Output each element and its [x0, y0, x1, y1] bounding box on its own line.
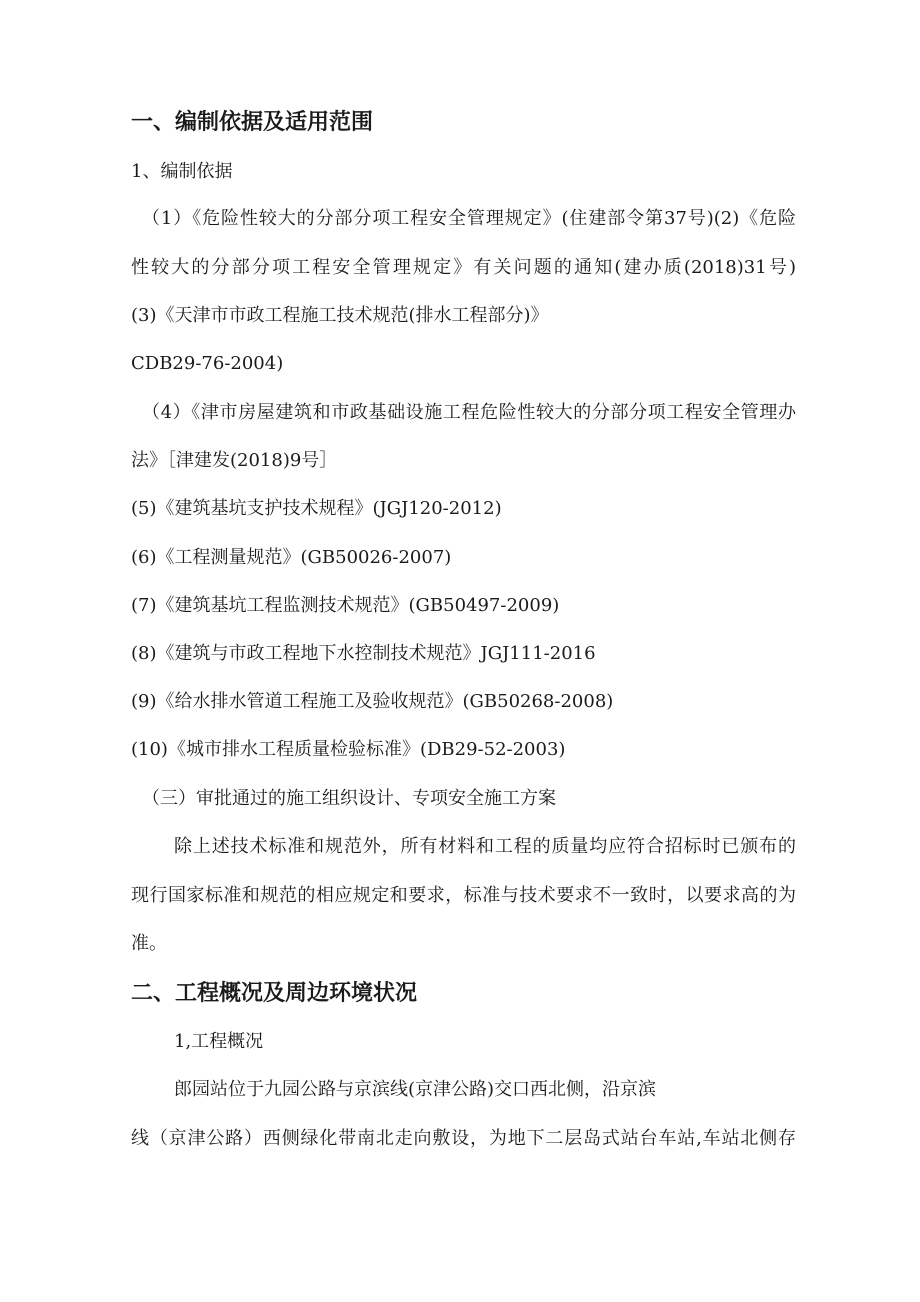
ref-line-3: (3)《天津市市政工程施工技术规范(排水工程部分)》	[131, 305, 549, 326]
ref-line-7: (5)《建筑基坑支护技术规程》(JGJ120-2012)	[131, 498, 502, 519]
ref-line-6: 法》［津建发(2018)9号］	[131, 450, 338, 471]
section-heading-2: 二、工程概况及周边环境状况	[131, 980, 418, 1006]
ref-line-5: （4）《津市房屋建筑和市政基础设施工程危险性较大的分部分项工程安全管理办	[142, 402, 796, 423]
paragraph-line-2: 现行国家标准和规范的相应规定和要求，标准与技术要求不一致时，以要求高的为	[131, 885, 796, 906]
subheading-basis: 1、编制依据	[131, 161, 233, 182]
overview-line-2: 线（京津公路）西侧绿化带南北走向敷设，为地下二层岛式站台车站,车站北侧存	[131, 1128, 796, 1149]
ref-line-4: CDB29-76-2004)	[131, 353, 284, 374]
paragraph-line-3: 准。	[131, 933, 167, 954]
section-heading-1: 一、编制依据及适用范围	[131, 109, 374, 135]
paragraph-line-1: 除上述技术标准和规范外，所有材料和工程的质量均应符合招标时已颁布的	[174, 836, 796, 857]
ref-line-9: (7)《建筑基坑工程监测技术规范》(GB50497-2009)	[131, 595, 560, 616]
ref-line-13: （三）审批通过的施工组织设计、专项安全施工方案	[142, 788, 556, 809]
ref-line-1: （1）《危险性较大的分部分项工程安全管理规定》(住建部令第37号)(2)《危险	[142, 208, 796, 229]
ref-line-12: (10)《城市排水工程质量检验标准》(DB29-52-2003)	[131, 739, 566, 760]
overview-line-1: 郎园站位于九园公路与京滨线(京津公路)交口西北侧，沿京滨	[174, 1079, 657, 1100]
ref-line-11: (9)《给水排水管道工程施工及验收规范》(GB50268-2008)	[131, 691, 614, 712]
subheading-overview: 1,工程概况	[174, 1031, 264, 1052]
ref-line-10: (8)《建筑与市政工程地下水控制技术规范》JGJ111-2016	[131, 643, 596, 664]
ref-line-2: 性较大的分部分项工程安全管理规定》有关问题的通知(建办质(2018)31号)	[131, 257, 796, 278]
ref-line-8: (6)《工程测量规范》(GB50026-2007)	[131, 547, 452, 568]
